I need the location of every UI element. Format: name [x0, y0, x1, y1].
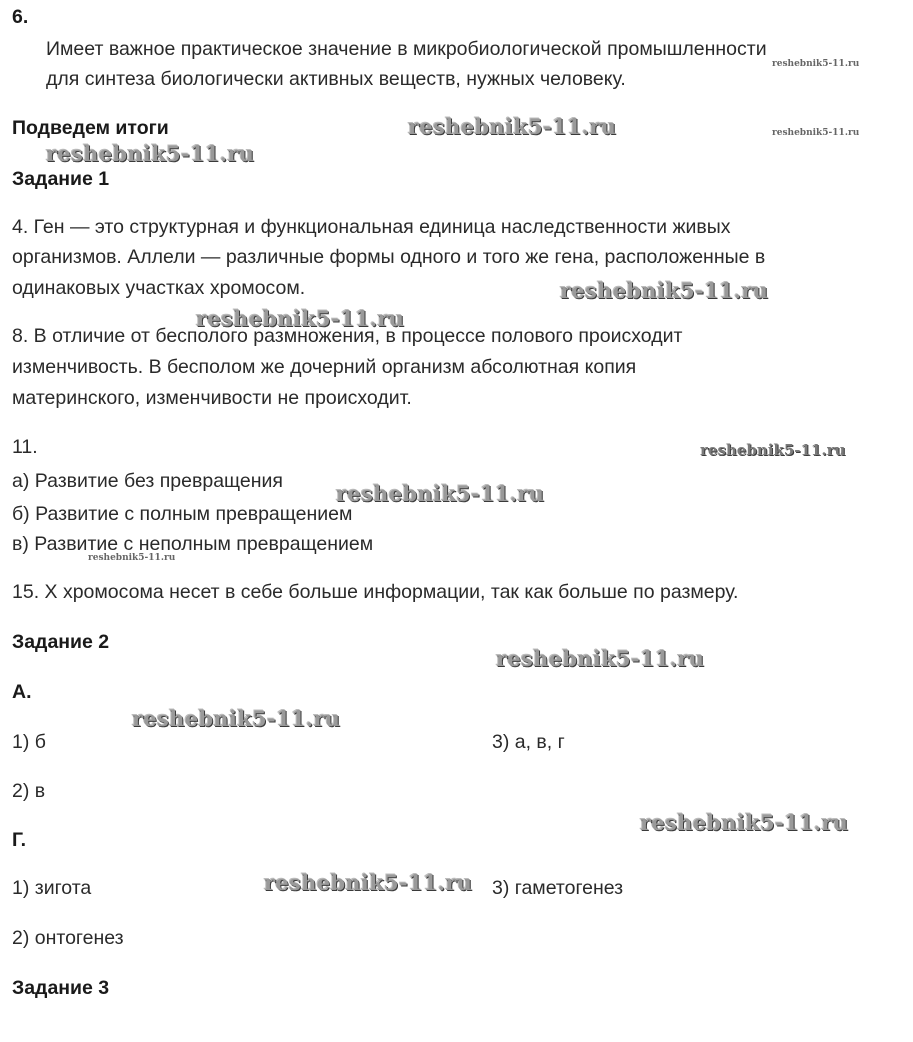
- watermark: reshebnik5-11.ru: [408, 114, 617, 139]
- answer-number: 11.: [12, 436, 38, 458]
- watermark: reshebnik5-11.ru: [264, 870, 473, 895]
- summary-heading: Подведем итоги: [12, 117, 169, 139]
- watermark: reshebnik5-11.ru: [46, 141, 255, 166]
- answer-option: б) Развитие с полным превращением: [12, 503, 353, 525]
- answer-line: изменчивость. В бесполом же дочерний организм абсолютная копия: [12, 356, 637, 378]
- answer-option: в) Развитие с неполным превращением: [12, 533, 374, 555]
- answer-line: организмов. Аллели — различные формы одного и того же гена, расположенные в: [12, 246, 766, 268]
- watermark: reshebnik5-11.ru: [640, 810, 849, 835]
- section-text-line: Имеет важное практическое значение в микробиологической промышленности: [46, 38, 767, 60]
- watermark: reshebnik5-11.ru: [772, 59, 860, 69]
- task2-heading: Задание 2: [12, 631, 110, 653]
- answer-line: материнского, изменчивости не происходит.: [12, 387, 412, 409]
- watermark: reshebnik5-11.ru: [336, 481, 545, 506]
- section-text-line: для синтеза биологически активных веществ, нужных человеку.: [46, 68, 626, 90]
- answer-item: 3) гаметогенез: [492, 877, 624, 899]
- watermark: reshebnik5-11.ru: [772, 128, 860, 138]
- answer-item: 1) б: [12, 731, 46, 753]
- answer-option: а) Развитие без превращения: [12, 470, 283, 492]
- watermark: reshebnik5-11.ru: [88, 553, 176, 563]
- answer-item: 1) зигота: [12, 877, 92, 899]
- task1-heading: Задание 1: [12, 168, 110, 190]
- watermark: reshebnik5-11.ru: [196, 306, 405, 331]
- answer-item: 2) онтогенез: [12, 927, 124, 949]
- watermark: reshebnik5-11.ru: [496, 646, 705, 671]
- answer-line: 4. Ген — это структурная и функциональная единица наследственности живых: [12, 216, 731, 238]
- watermark: reshebnik5-11.ru: [560, 278, 769, 303]
- watermark: reshebnik5-11.ru: [132, 706, 341, 731]
- task3-heading: Задание 3: [12, 977, 110, 999]
- answer-line: 15. Х хромосома несет в себе больше информации, так как больше по размеру.: [12, 581, 739, 603]
- watermark: reshebnik5-11.ru: [700, 441, 846, 459]
- section-number: 6.: [12, 6, 29, 28]
- part-label: А.: [12, 681, 32, 703]
- answer-line: 8. В отличие от бесполого размножения, в процессе полового происходит: [12, 325, 683, 347]
- answer-item: 3) а, в, г: [492, 731, 565, 753]
- answer-item: 2) в: [12, 780, 46, 802]
- part-label: Г.: [12, 829, 27, 851]
- answer-line: одинаковых участках хромосом.: [12, 277, 306, 299]
